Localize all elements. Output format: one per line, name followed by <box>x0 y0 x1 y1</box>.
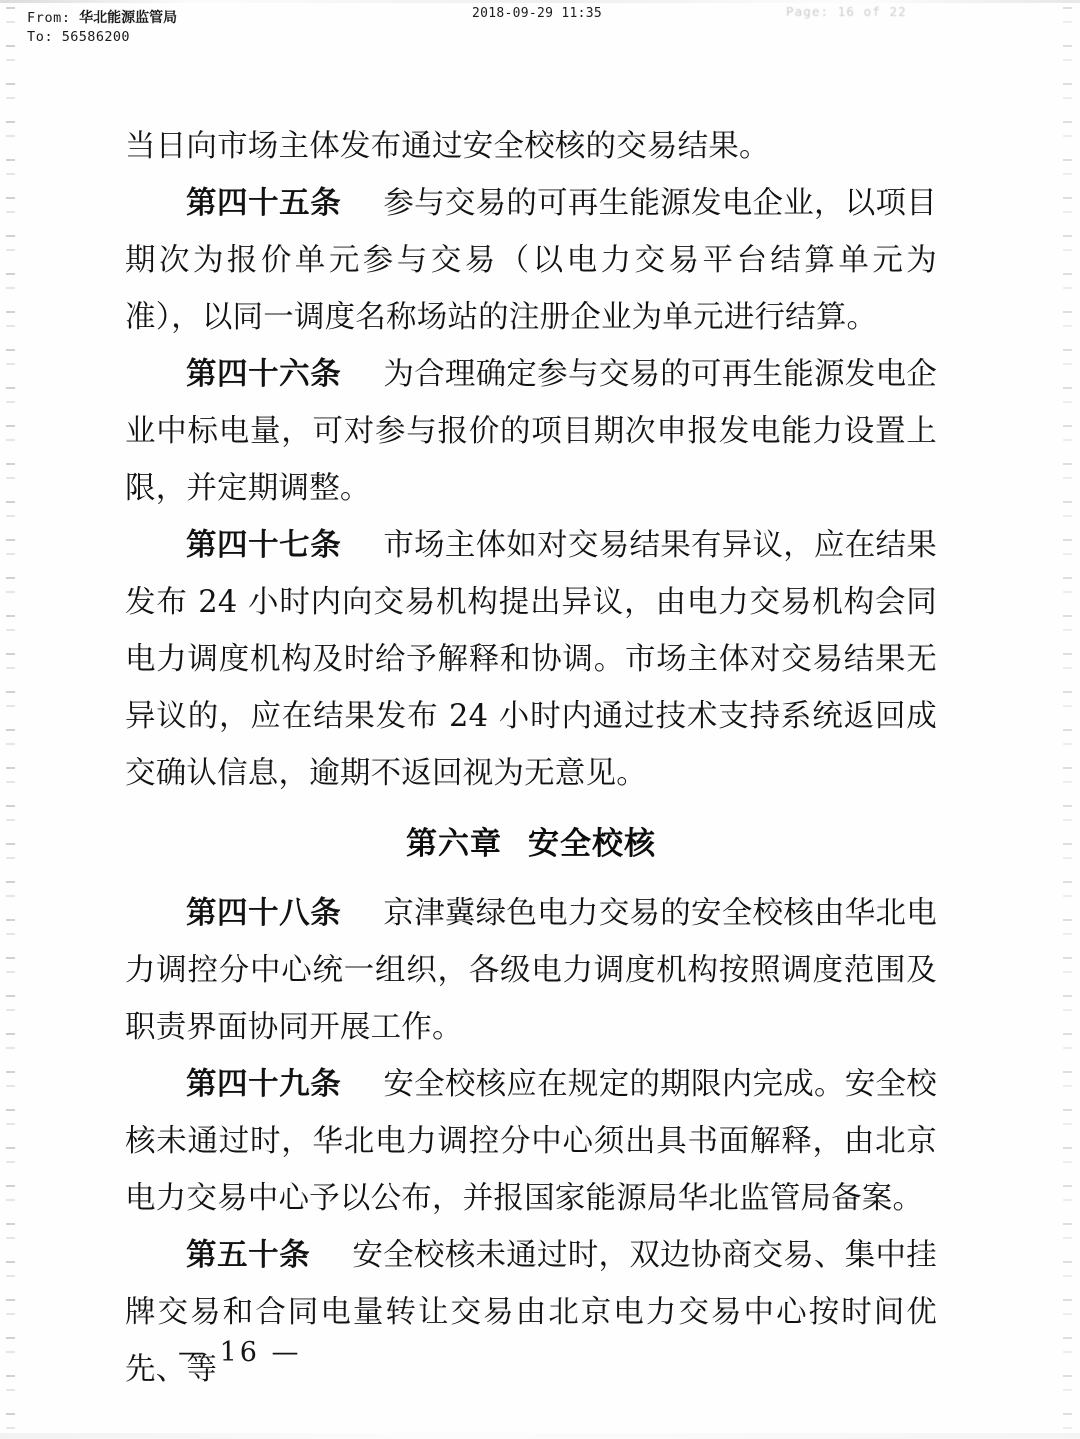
article-text-45: 参与交易的可再生能源发电企业，以项目期次为报价单元参与交易（以电力交易平台结算单元为准），以同一调度名称场站的注册企业为单元进行结算。 <box>125 186 937 335</box>
article-text-49: 安全校核应在规定的期限内完成。安全校核未通过时，华北电力调控分中心须出具书面解释，由北京电力交易中心予以公布，并报国家能源局华北监管局备案。 <box>125 1067 937 1216</box>
fax-timestamp: 2018-09-29 11:35 <box>472 6 603 21</box>
chapter-number: 第六章 <box>406 826 502 862</box>
article-text-50: 安全校核未通过时，双边协商交易、集中挂牌交易和合同电量转让交易由北京电力交易中心按时间优先、等 <box>125 1238 937 1387</box>
article-label-48: 第四十八条 <box>186 895 342 931</box>
fax-to-line <box>27 28 177 47</box>
fax-header-band <box>0 0 1080 52</box>
paragraph-continuation <box>125 118 937 175</box>
fax-to-label: To: <box>27 29 54 45</box>
fax-from-value: 华北能源监管局 <box>79 10 178 26</box>
fax-to-value: 56586200 <box>61 29 130 45</box>
paragraph-article-45 <box>125 175 937 346</box>
document-body <box>125 118 937 1398</box>
article-label-47: 第四十七条 <box>186 527 342 563</box>
fax-from-label: From: <box>27 10 71 26</box>
article-label-46: 第四十六条 <box>186 356 342 392</box>
article-label-50: 第五十条 <box>186 1237 311 1273</box>
article-text-48: 京津冀绿色电力交易的安全校核由华北电力调控分中心统一组织，各级电力调度机构按照调度范围及职责界面协同开展工作。 <box>125 896 937 1045</box>
chapter-heading <box>125 816 937 873</box>
paragraph-article-47 <box>125 517 937 802</box>
article-text-47: 市场主体如对交易结果有异议，应在结果发布 24 小时内向交易机构提出异议，由电力交易机构会同电力调度机构及时给予解释和协调。市场主体对交易结果无异议的，应在结果发布 24 小时内通过技术支持系统返回成交确认信息，逾期不返回视为无意见。 <box>125 528 937 791</box>
paragraph-article-50 <box>125 1227 937 1398</box>
scan-artifact-right-edge <box>1063 0 1072 1439</box>
paragraph-article-48 <box>125 885 937 1056</box>
article-label-45: 第四十五条 <box>186 185 342 221</box>
page-number: — 16 — <box>178 1337 302 1368</box>
article-label-49: 第四十九条 <box>186 1066 342 1102</box>
chapter-title: 安全校核 <box>528 826 656 862</box>
fax-from-line <box>27 9 177 28</box>
paragraph-article-49 <box>125 1056 937 1227</box>
scan-artifact-left-edge <box>6 0 15 1439</box>
fax-page-stamp: Page: 16 of 22 <box>786 4 907 19</box>
fax-sender-block <box>27 9 177 47</box>
paragraph-text: 当日向市场主体发布通过安全校核的交易结果。 <box>125 129 770 164</box>
paragraph-article-46 <box>125 346 937 517</box>
article-text-46: 为合理确定参与交易的可再生能源发电企业中标电量，可对参与报价的项目期次申报发电能力设置上限，并定期调整。 <box>125 357 937 506</box>
scan-artifact-bottom-edge <box>0 1433 1080 1439</box>
page-footer <box>0 1337 1080 1368</box>
